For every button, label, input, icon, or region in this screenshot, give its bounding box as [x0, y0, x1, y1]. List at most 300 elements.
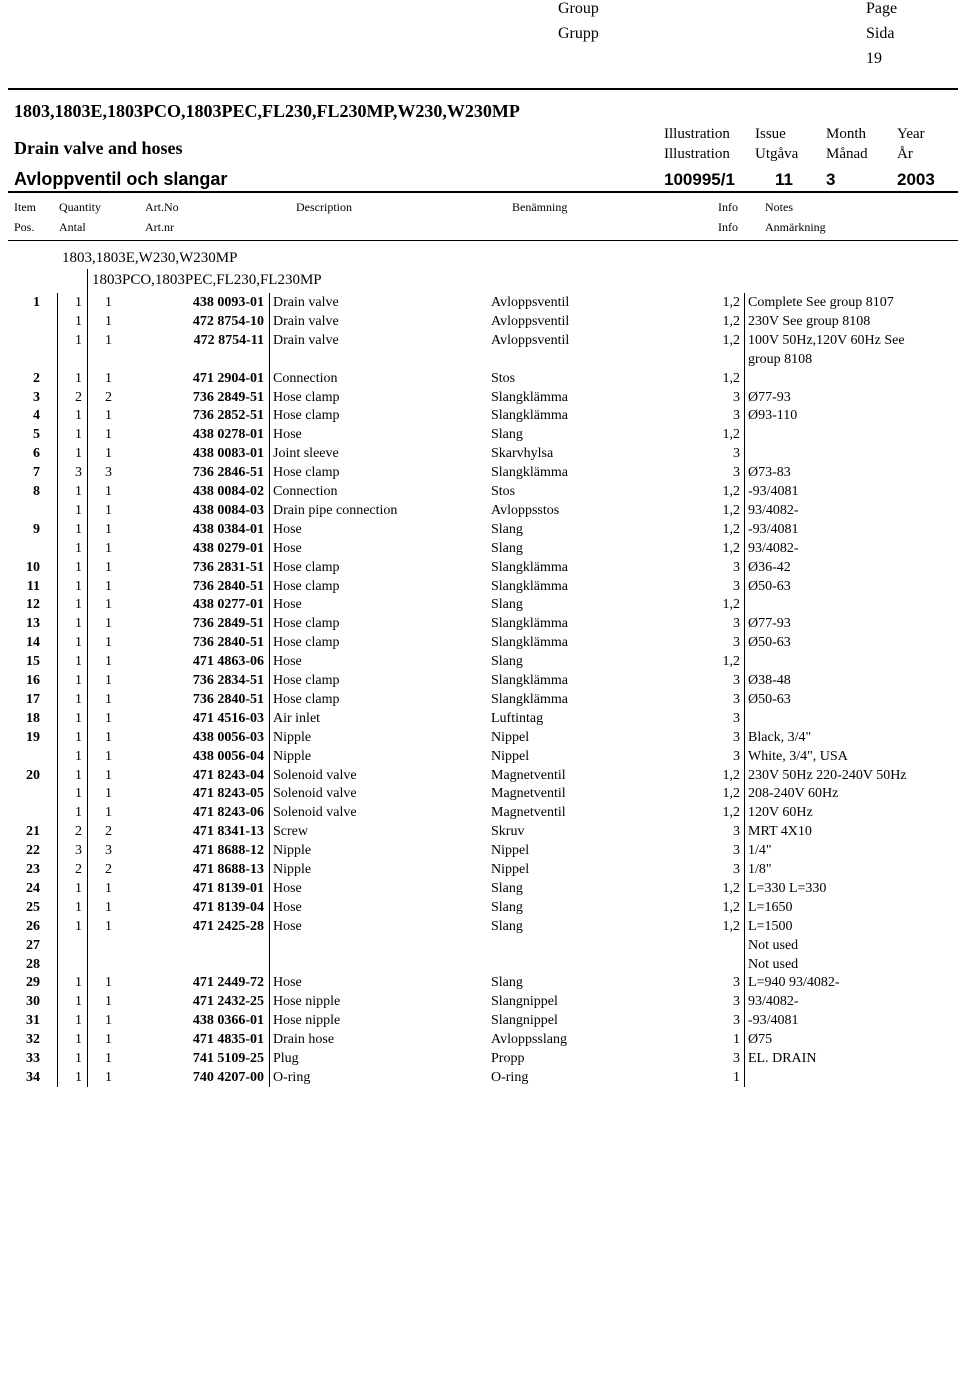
cell-description: Hose — [273, 427, 302, 443]
cell-notes: 1/8" — [748, 862, 772, 877]
cell-quantity-a: 1 — [75, 767, 82, 783]
cell-benamning: Slang — [491, 427, 523, 443]
cell-article-number: 471 8341-13 — [192, 824, 264, 840]
cell-info: 3 — [733, 559, 740, 575]
cell-notes: 100V 50Hz,120V 60Hz See — [748, 332, 905, 348]
table-row — [0, 803, 960, 822]
cell-article-number: 741 5109-25 — [192, 1051, 264, 1066]
cell-notes: -93/4081 — [748, 484, 799, 499]
cell-notes: MRT 4X10 — [748, 824, 812, 840]
cell-info: 1,2 — [722, 880, 740, 896]
cell-article-number: 438 0083-01 — [192, 446, 264, 462]
cell-description: Nipple — [273, 843, 312, 859]
table-row — [0, 709, 960, 728]
cell-quantity-b: 1 — [105, 295, 112, 310]
cell-article-number: 471 8139-04 — [192, 899, 264, 915]
cell-item-number: 1 — [33, 295, 40, 310]
cell-notes: Ø50-63 — [748, 691, 791, 707]
cell-description: Drain valve — [273, 295, 339, 310]
cell-notes: -93/4081 — [748, 521, 799, 537]
cell-notes: Ø77-93 — [748, 389, 791, 405]
table-row — [0, 293, 960, 312]
cell-notes: 230V 50Hz 220-240V 50Hz — [748, 767, 907, 783]
table-row — [0, 728, 960, 747]
cell-info: 3 — [733, 673, 740, 688]
cell-notes: Ø93-110 — [748, 408, 798, 424]
cell-notes: Complete See group 8107 — [748, 295, 894, 310]
group-heading-second: 1803PCO,1803PEC,FL230,FL230MP — [92, 272, 322, 288]
cell-item-number: 17 — [26, 691, 40, 707]
table-row — [0, 1049, 960, 1068]
cell-article-number: 736 2840-51 — [192, 635, 264, 651]
cell-notes: White, 3/4", USA — [748, 748, 848, 764]
group-heading-first: 1803,1803E,W230,W230MP — [62, 250, 238, 266]
cell-quantity-a: 1 — [75, 578, 82, 594]
cell-benamning: Propp — [491, 1051, 525, 1066]
cell-description: Hose — [273, 899, 302, 915]
table-row — [0, 898, 960, 917]
cell-quantity-a: 1 — [75, 1032, 82, 1048]
cell-benamning: Slangnippel — [491, 1013, 558, 1029]
cell-description: Screw — [273, 824, 308, 840]
cell-info: 1,2 — [722, 805, 740, 821]
cell-item-number: 27 — [26, 937, 40, 953]
cell-notes: Not used — [748, 956, 799, 972]
cell-article-number: 471 4863-06 — [192, 654, 264, 670]
cell-benamning: Slangklämma — [491, 408, 568, 424]
cell-description: Plug — [273, 1051, 299, 1066]
cell-item-number: 9 — [33, 521, 40, 537]
cell-notes: 93/4082- — [748, 540, 799, 556]
cell-notes: EL. DRAIN — [748, 1051, 817, 1066]
cell-quantity-a: 1 — [75, 295, 82, 310]
cell-quantity-a: 1 — [75, 994, 82, 1010]
cell-item-number: 28 — [26, 956, 40, 972]
table-row — [0, 1068, 960, 1087]
cell-article-number: 438 0277-01 — [192, 597, 264, 613]
cell-item-number: 25 — [26, 899, 40, 915]
cell-description: Nipple — [273, 862, 312, 877]
col-header-notes-sv: Anmärkning — [765, 220, 826, 234]
cell-quantity-b: 1 — [105, 559, 112, 575]
group-label-sv: Grupp — [558, 25, 599, 42]
table-row — [0, 558, 960, 577]
meta-issue-label-en: Issue — [755, 126, 786, 142]
cell-article-number: 471 2449-72 — [192, 975, 264, 991]
cell-quantity-a: 3 — [75, 843, 82, 859]
cell-info: 1,2 — [722, 654, 740, 670]
cell-item-number: 4 — [33, 408, 40, 424]
cell-item-number: 19 — [26, 729, 40, 745]
cell-info: 1,2 — [722, 295, 740, 310]
meta-year-label-en: Year — [897, 126, 925, 142]
cell-quantity-a: 1 — [75, 616, 82, 632]
cell-article-number: 471 4516-03 — [192, 710, 264, 726]
table-row — [0, 1011, 960, 1030]
cell-benamning: Luftintag — [491, 710, 544, 726]
col-header-item: Item — [14, 200, 36, 214]
cell-info: 1,2 — [722, 502, 740, 518]
table-row — [0, 577, 960, 596]
cell-quantity-b: 2 — [105, 389, 112, 405]
cell-description: Solenoid valve — [273, 805, 357, 821]
cell-description: Hose clamp — [273, 578, 340, 594]
cell-quantity-b: 1 — [105, 710, 112, 726]
page-label-sv: Sida — [866, 25, 895, 42]
cell-quantity-a: 1 — [75, 559, 82, 575]
cell-notes: L=330 L=330 — [748, 880, 827, 896]
table-row — [0, 822, 960, 841]
cell-benamning: Nippel — [491, 729, 530, 745]
table-row — [0, 766, 960, 785]
meta-issue-value: 11 — [775, 170, 793, 189]
cell-quantity-b: 3 — [105, 843, 112, 859]
cell-item-number: 3 — [33, 389, 40, 405]
cell-article-number: 471 4835-01 — [192, 1032, 264, 1048]
cell-benamning: Slang — [491, 654, 523, 670]
cell-info: 1,2 — [722, 767, 740, 783]
cell-notes: 93/4082- — [748, 994, 799, 1010]
cell-notes: 93/4082- — [748, 502, 799, 518]
cell-article-number: 736 2834-51 — [192, 673, 264, 688]
cell-item-number: 22 — [26, 843, 40, 859]
cell-benamning: Skarvhylsa — [491, 446, 554, 462]
col-header-artno: Art.No — [145, 200, 179, 214]
table-row — [0, 425, 960, 444]
cell-info: 1,2 — [722, 786, 740, 802]
cell-info: 3 — [733, 691, 740, 707]
cell-notes: Ø75 — [748, 1032, 773, 1048]
cell-description: Hose — [273, 521, 302, 537]
table-row — [0, 444, 960, 463]
cell-article-number: 471 8139-01 — [192, 880, 264, 896]
cell-quantity-a: 1 — [75, 710, 82, 726]
cell-quantity-b: 1 — [105, 691, 112, 707]
cell-info: 3 — [733, 578, 740, 594]
cell-quantity-b: 1 — [105, 767, 112, 783]
cell-quantity-b: 1 — [105, 975, 112, 991]
cell-benamning: Slangnippel — [491, 994, 558, 1010]
cell-quantity-b: 1 — [105, 1032, 112, 1048]
table-row — [0, 1030, 960, 1049]
cell-quantity-a: 1 — [75, 975, 82, 991]
cell-description: Hose — [273, 654, 302, 670]
cell-benamning: Slang — [491, 540, 523, 556]
table-row — [0, 841, 960, 860]
table-row — [0, 350, 960, 369]
cell-notes: Ø36-42 — [748, 559, 791, 575]
page-number: 19 — [866, 50, 882, 67]
cell-quantity-b: 1 — [105, 484, 112, 499]
cell-description: Connection — [273, 484, 338, 499]
meta-year-label-sv: År — [897, 146, 913, 162]
table-row — [0, 595, 960, 614]
cell-quantity-b: 3 — [105, 465, 112, 481]
cell-benamning: Magnetventil — [491, 805, 566, 821]
cell-benamning: Stos — [491, 370, 516, 386]
cell-info: 3 — [733, 1051, 740, 1066]
cell-benamning: Slangklämma — [491, 389, 568, 405]
cell-description: Solenoid valve — [273, 767, 357, 783]
cell-article-number: 438 0056-04 — [192, 748, 264, 764]
table-row — [0, 482, 960, 501]
cell-info: 1,2 — [722, 332, 740, 348]
cell-benamning: Magnetventil — [491, 767, 566, 783]
cell-quantity-a: 1 — [75, 1051, 82, 1066]
col-header-notes: Notes — [765, 200, 793, 214]
cell-article-number: 736 2831-51 — [192, 559, 264, 575]
table-row — [0, 671, 960, 690]
cell-info: 3 — [733, 465, 740, 481]
cell-info: 3 — [733, 994, 740, 1010]
cell-item-number: 24 — [26, 880, 40, 896]
cell-benamning: Slangklämma — [491, 673, 568, 688]
cell-notes: L=940 93/4082- — [748, 975, 840, 991]
cell-description: Hose — [273, 597, 302, 613]
cell-quantity-a: 1 — [75, 918, 82, 934]
cell-description: Nipple — [273, 748, 312, 764]
meta-illustration-label-sv: Illustration — [664, 146, 730, 162]
cell-quantity-b: 1 — [105, 994, 112, 1010]
cell-quantity-b: 1 — [105, 616, 112, 632]
cell-info: 3 — [733, 616, 740, 632]
cell-benamning: Slangklämma — [491, 578, 568, 594]
cell-quantity-a: 1 — [75, 408, 82, 424]
cell-item-number: 16 — [26, 673, 40, 688]
cell-item-number: 32 — [26, 1032, 40, 1048]
col-header-benamning: Benämning — [512, 200, 568, 214]
cell-quantity-a: 1 — [75, 673, 82, 688]
column-header-rule — [8, 240, 958, 241]
cell-info: 3 — [733, 710, 740, 726]
cell-quantity-b: 1 — [105, 446, 112, 462]
cell-notes: L=1650 — [748, 899, 793, 915]
cell-article-number: 471 2904-01 — [192, 370, 264, 386]
cell-quantity-a: 1 — [75, 484, 82, 499]
table-row — [0, 652, 960, 671]
cell-quantity-b: 1 — [105, 729, 112, 745]
cell-item-number: 31 — [26, 1013, 40, 1029]
cell-info: 1,2 — [722, 540, 740, 556]
page-label-en: Page — [866, 0, 898, 17]
cell-quantity-a: 1 — [75, 805, 82, 821]
cell-quantity-b: 1 — [105, 918, 112, 934]
cell-description: Solenoid valve — [273, 786, 357, 802]
cell-quantity-b: 1 — [105, 786, 112, 802]
cell-benamning: Slang — [491, 975, 523, 991]
cell-quantity-a: 1 — [75, 540, 82, 556]
cell-notes: 1/4" — [748, 843, 772, 859]
group-label-en: Group — [558, 0, 599, 17]
cell-article-number: 471 8243-06 — [192, 805, 264, 821]
cell-info: 3 — [733, 729, 740, 745]
title-bottom-rule — [8, 191, 958, 193]
cell-quantity-b: 1 — [105, 899, 112, 915]
cell-quantity-a: 2 — [75, 862, 82, 877]
cell-quantity-a: 1 — [75, 1013, 82, 1029]
cell-item-number: 14 — [26, 635, 40, 651]
table-row — [0, 501, 960, 520]
meta-month-value: 3 — [826, 170, 836, 189]
cell-info: 1,2 — [722, 484, 740, 499]
cell-article-number: 471 2425-28 — [192, 918, 264, 934]
cell-item-number: 2 — [33, 370, 40, 386]
cell-description: O-ring — [273, 1069, 311, 1085]
cell-info: 1 — [733, 1032, 740, 1048]
cell-item-number: 20 — [26, 767, 40, 783]
cell-benamning: Stos — [491, 484, 516, 499]
cell-info: 1,2 — [722, 313, 740, 329]
cell-item-number: 21 — [26, 824, 40, 840]
cell-quantity-a: 2 — [75, 824, 82, 840]
cell-quantity-b: 2 — [105, 824, 112, 840]
cell-description: Hose nipple — [273, 994, 341, 1010]
cell-notes: Ø50-63 — [748, 635, 791, 651]
cell-description: Hose clamp — [273, 559, 340, 575]
cell-article-number: 471 8688-13 — [192, 862, 264, 877]
cell-article-number: 472 8754-10 — [192, 313, 264, 329]
cell-quantity-a: 1 — [75, 899, 82, 915]
cell-notes: Ø77-93 — [748, 616, 791, 632]
meta-illustration-label-en: Illustration — [664, 126, 730, 142]
cell-description: Drain pipe connection — [273, 502, 398, 518]
cell-description: Hose clamp — [273, 691, 340, 707]
cell-info: 3 — [733, 975, 740, 991]
cell-description: Hose — [273, 975, 302, 991]
cell-description: Hose clamp — [273, 616, 340, 632]
cell-quantity-b: 1 — [105, 1051, 112, 1066]
cell-item-number: 29 — [26, 975, 40, 991]
cell-quantity-a: 1 — [75, 597, 82, 613]
cell-description: Drain valve — [273, 332, 339, 348]
cell-notes: 120V 60Hz — [748, 805, 813, 821]
table-row — [0, 539, 960, 558]
cell-quantity-b: 1 — [105, 654, 112, 670]
cell-article-number: 472 8754-11 — [193, 332, 264, 348]
cell-quantity-b: 2 — [105, 862, 112, 877]
cell-notes: group 8108 — [748, 351, 813, 367]
cell-item-number: 18 — [26, 710, 40, 726]
cell-benamning: Slang — [491, 918, 523, 934]
cell-benamning: Nippel — [491, 843, 530, 859]
col-header-info-sv: Info — [718, 220, 738, 234]
cell-description: Hose — [273, 918, 302, 934]
cell-article-number: 438 0366-01 — [192, 1013, 264, 1029]
cell-item-number: 30 — [26, 994, 40, 1010]
cell-description: Air inlet — [273, 710, 321, 726]
cell-item-number: 8 — [33, 484, 40, 499]
cell-quantity-b: 1 — [105, 1069, 112, 1085]
cell-info: 1,2 — [722, 899, 740, 915]
cell-notes: Ø38-48 — [748, 673, 791, 688]
cell-item-number: 5 — [33, 427, 40, 443]
cell-info: 1,2 — [722, 918, 740, 934]
meta-year-value: 2003 — [897, 170, 935, 189]
cell-article-number: 736 2840-51 — [192, 691, 264, 707]
cell-benamning: Avloppsslang — [491, 1032, 567, 1048]
cell-info: 3 — [733, 862, 740, 877]
cell-description: Hose clamp — [273, 465, 340, 481]
cell-benamning: Avloppsventil — [491, 332, 570, 348]
cell-description: Drain valve — [273, 313, 339, 329]
cell-description: Nipple — [273, 729, 312, 745]
cell-quantity-b: 1 — [105, 313, 112, 329]
cell-description: Hose clamp — [273, 635, 340, 651]
table-row — [0, 879, 960, 898]
cell-quantity-b: 1 — [105, 332, 112, 348]
cell-quantity-b: 1 — [105, 502, 112, 518]
cell-benamning: Slangklämma — [491, 465, 568, 481]
cell-article-number: 438 0084-03 — [192, 502, 264, 518]
col-header-quantity: Quantity — [59, 200, 101, 214]
cell-quantity-a: 1 — [75, 313, 82, 329]
cell-article-number: 471 8688-12 — [192, 843, 264, 859]
table-row — [0, 690, 960, 709]
cell-quantity-b: 1 — [105, 427, 112, 443]
cell-item-number: 33 — [26, 1051, 40, 1066]
cell-quantity-a: 1 — [75, 446, 82, 462]
cell-notes: -93/4081 — [748, 1013, 799, 1029]
cell-benamning: Nippel — [491, 862, 530, 877]
cell-quantity-b: 1 — [105, 408, 112, 424]
table-row — [0, 331, 960, 350]
cell-quantity-b: 1 — [105, 597, 112, 613]
cell-quantity-b: 1 — [105, 673, 112, 688]
cell-info: 3 — [733, 1013, 740, 1029]
col-header-quantity-sv: Antal — [59, 220, 86, 234]
cell-article-number: 438 0279-01 — [192, 540, 264, 556]
cell-article-number: 438 0384-01 — [192, 521, 264, 537]
meta-month-label-sv: Månad — [826, 146, 868, 162]
cell-quantity-a: 1 — [75, 880, 82, 896]
cell-quantity-a: 1 — [75, 654, 82, 670]
cell-item-number: 11 — [26, 578, 40, 594]
cell-benamning: Nippel — [491, 748, 530, 764]
table-row — [0, 860, 960, 879]
cell-benamning: Avloppsstos — [491, 502, 560, 518]
cell-benamning: Magnetventil — [491, 786, 566, 802]
cell-item-number: 6 — [33, 446, 40, 462]
cell-article-number: 471 8243-04 — [192, 767, 264, 783]
cell-quantity-b: 1 — [105, 521, 112, 537]
cell-notes: 208-240V 60Hz — [748, 786, 839, 802]
cell-notes: Not used — [748, 937, 799, 953]
cell-quantity-a: 2 — [75, 389, 82, 405]
cell-benamning: O-ring — [491, 1069, 529, 1085]
col-header-artno-sv: Art.nr — [145, 220, 174, 234]
cell-quantity-a: 1 — [75, 332, 82, 348]
table-row — [0, 406, 960, 425]
cell-quantity-a: 1 — [75, 521, 82, 537]
table-row — [0, 917, 960, 936]
cell-article-number: 740 4207-00 — [192, 1069, 264, 1085]
cell-info: 1,2 — [722, 521, 740, 537]
cell-description: Hose — [273, 880, 302, 896]
cell-benamning: Avloppsventil — [491, 313, 570, 329]
table-row — [0, 747, 960, 766]
cell-benamning: Slang — [491, 899, 523, 915]
meta-month-label-en: Month — [826, 126, 867, 142]
cell-quantity-a: 1 — [75, 502, 82, 518]
table-row — [0, 973, 960, 992]
cell-benamning: Skruv — [491, 824, 525, 840]
cell-description: Hose clamp — [273, 408, 340, 424]
table-row — [0, 520, 960, 539]
cell-info: 3 — [733, 824, 740, 840]
cell-description: Hose clamp — [273, 673, 340, 688]
table-row — [0, 614, 960, 633]
cell-info: 3 — [733, 408, 740, 424]
